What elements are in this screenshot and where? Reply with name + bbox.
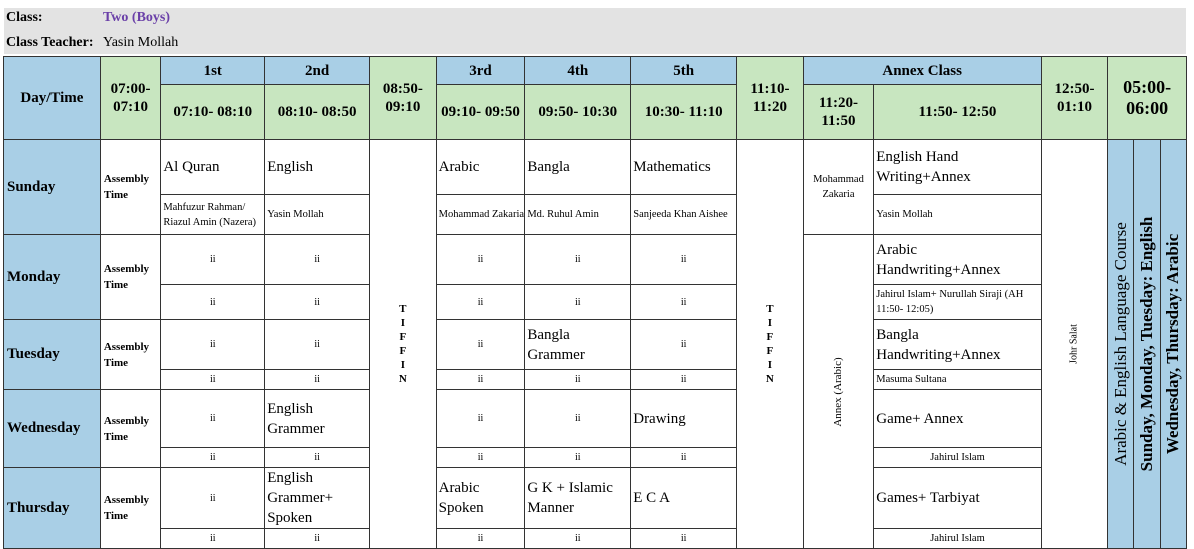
day-sunday: Sunday (4, 140, 101, 235)
assembly-cell: Assembly Time (100, 320, 161, 390)
sunday-p4-subject: Bangla (525, 140, 631, 195)
sunday-p3-teacher: Mohammad Zakaria (436, 195, 525, 235)
routine-table (3, 56, 1187, 549)
ditto-mark: ii (161, 285, 265, 320)
ditto-mark: ii (265, 320, 370, 370)
sunday-p2-subject: English (265, 140, 370, 195)
wednesday-p5-subject: Drawing (631, 390, 737, 448)
evening-english-cell (1134, 140, 1160, 549)
johr-salat-text: Johr Salat (1068, 324, 1080, 364)
col-3rd-time: 09:10- 09:50 (436, 85, 525, 140)
ditto-mark: ii (161, 235, 265, 285)
ditto-mark: ii (525, 285, 631, 320)
ditto-mark: ii (436, 390, 525, 448)
col-4th-time: 09:50- 10:30 (525, 85, 631, 140)
ditto-mark: ii (436, 235, 525, 285)
tuesday-annex-teacher: Masuma Sultana (874, 370, 1041, 390)
ditto-mark: ii (525, 235, 631, 285)
ditto-mark: ii (631, 448, 737, 468)
ditto-mark: ii (161, 390, 265, 448)
col-2nd-time: 08:10- 08:50 (265, 85, 370, 140)
ditto-mark: ii (265, 448, 370, 468)
thursday-p2-subject: English Grammer+ Spoken (265, 468, 370, 529)
johr-salat-cell (1041, 140, 1108, 549)
col-3rd-header: 3rd (436, 57, 525, 85)
col-1110-header: 11:10- 11:20 (737, 57, 804, 140)
sunday-annex-subject: English Hand Writing+Annex (874, 140, 1041, 195)
tiffin-break-2 (737, 140, 804, 549)
day-tuesday: Tuesday (4, 320, 101, 390)
annex-arabic-cell (803, 235, 874, 549)
assembly-cell: Assembly Time (100, 390, 161, 468)
ditto-mark: ii (436, 285, 525, 320)
monday-annex-teacher: Jahirul Islam+ Nurullah Siraji (AH 11:50- 12:05) (874, 285, 1041, 320)
class-teacher-label: Class Teacher: (6, 35, 94, 50)
class-value: Two (Boys) (103, 10, 171, 25)
evening-course-cell (1108, 140, 1134, 549)
evening-course-text: Arabic & English Language Course (1110, 222, 1130, 466)
sunday-p1-teacher: Mahfuzur Rahman/ Riazul Amin (Nazera) (161, 195, 265, 235)
thursday-p5-subject: E C A (631, 468, 737, 529)
ditto-mark: ii (436, 320, 525, 370)
ditto-mark: ii (525, 370, 631, 390)
ditto-mark: ii (525, 390, 631, 448)
class-teacher-value: Yasin Mollah (103, 35, 179, 50)
thursday-annex-subject: Games+ Tarbiyat (874, 468, 1041, 529)
ditto-mark: ii (631, 370, 737, 390)
annex-time-2: 11:50- 12:50 (874, 85, 1041, 140)
ditto-mark: ii (631, 235, 737, 285)
thursday-p4-subject: G K + Islamic Manner (525, 468, 631, 529)
col-0850-header: 08:50- 09:10 (370, 57, 437, 140)
assembly-cell: Assembly Time (100, 235, 161, 320)
sunday-p3-subject: Arabic (436, 140, 525, 195)
col-0700-header: 07:00- 07:10 (100, 57, 161, 140)
ditto-mark: ii (265, 529, 370, 549)
day-time-header: Day/Time (4, 57, 101, 140)
ditto-mark: ii (436, 370, 525, 390)
annex-arabic-text: Annex (Arabic) (832, 356, 845, 427)
class-label: Class: (6, 10, 43, 25)
tuesday-p4-subject: Bangla Grammer (525, 320, 631, 370)
tiffin-break-1 (370, 140, 437, 549)
ditto-mark: ii (161, 468, 265, 529)
day-thursday: Thursday (4, 468, 101, 549)
col-2nd-header: 2nd (265, 57, 370, 85)
sunday-p2-teacher: Yasin Mollah (265, 195, 370, 235)
sunday-annex-teacher: Mohammad Zakaria (803, 140, 874, 235)
wednesday-annex-subject: Game+ Annex (874, 390, 1041, 448)
annex-class-header: Annex Class (803, 57, 1041, 85)
annex-time-1: 11:20- 11:50 (803, 85, 874, 140)
ditto-mark: ii (265, 235, 370, 285)
monday-annex-subject: Arabic Handwriting+Annex (874, 235, 1041, 285)
col-1st-header: 1st (161, 57, 265, 85)
thursday-annex-teacher: Jahirul Islam (874, 529, 1041, 549)
ditto-mark: ii (161, 448, 265, 468)
day-monday: Monday (4, 235, 101, 320)
thursday-p3-subject: Arabic Spoken (436, 468, 525, 529)
evening-arabic-text: Wednesday, Thursday: Arabic (1163, 233, 1183, 455)
col-4th-header: 4th (525, 57, 631, 85)
ditto-mark: ii (161, 320, 265, 370)
col-1250-header: 12:50- 01:10 (1041, 57, 1108, 140)
ditto-mark: ii (161, 370, 265, 390)
ditto-mark: ii (436, 448, 525, 468)
sunday-p5-teacher: Sanjeeda Khan Aishee (631, 195, 737, 235)
wednesday-p2-subject: English Grammer (265, 390, 370, 448)
tiffin-text: TIFFIN (398, 303, 407, 385)
ditto-mark: ii (631, 320, 737, 370)
sunday-p5-subject: Mathematics (631, 140, 737, 195)
title-bar (4, 8, 1186, 54)
ditto-mark: ii (631, 285, 737, 320)
col-5th-header: 5th (631, 57, 737, 85)
ditto-mark: ii (525, 529, 631, 549)
sunday-annex-teacher-name: Yasin Mollah (874, 195, 1041, 235)
sunday-p4-teacher: Md. Ruhul Amin (525, 195, 631, 235)
ditto-mark: ii (631, 529, 737, 549)
tuesday-annex-subject: Bangla Handwriting+Annex (874, 320, 1041, 370)
tiffin-text: TIFFIN (765, 303, 774, 385)
day-wednesday: Wednesday (4, 390, 101, 468)
col-5th-time: 10:30- 11:10 (631, 85, 737, 140)
ditto-mark: ii (265, 285, 370, 320)
evening-english-text: Sunday, Monday, Tuesday: English (1137, 216, 1157, 472)
ditto-mark: ii (265, 370, 370, 390)
col-0500-header: 05:00- 06:00 (1108, 57, 1187, 140)
assembly-cell: Assembly Time (100, 140, 161, 235)
sunday-p1-subject: Al Quran (161, 140, 265, 195)
evening-arabic-cell (1160, 140, 1186, 549)
wednesday-annex-teacher: Jahirul Islam (874, 448, 1041, 468)
col-1st-time: 07:10- 08:10 (161, 85, 265, 140)
ditto-mark: ii (436, 529, 525, 549)
ditto-mark: ii (161, 529, 265, 549)
ditto-mark: ii (525, 448, 631, 468)
assembly-cell: Assembly Time (100, 468, 161, 549)
